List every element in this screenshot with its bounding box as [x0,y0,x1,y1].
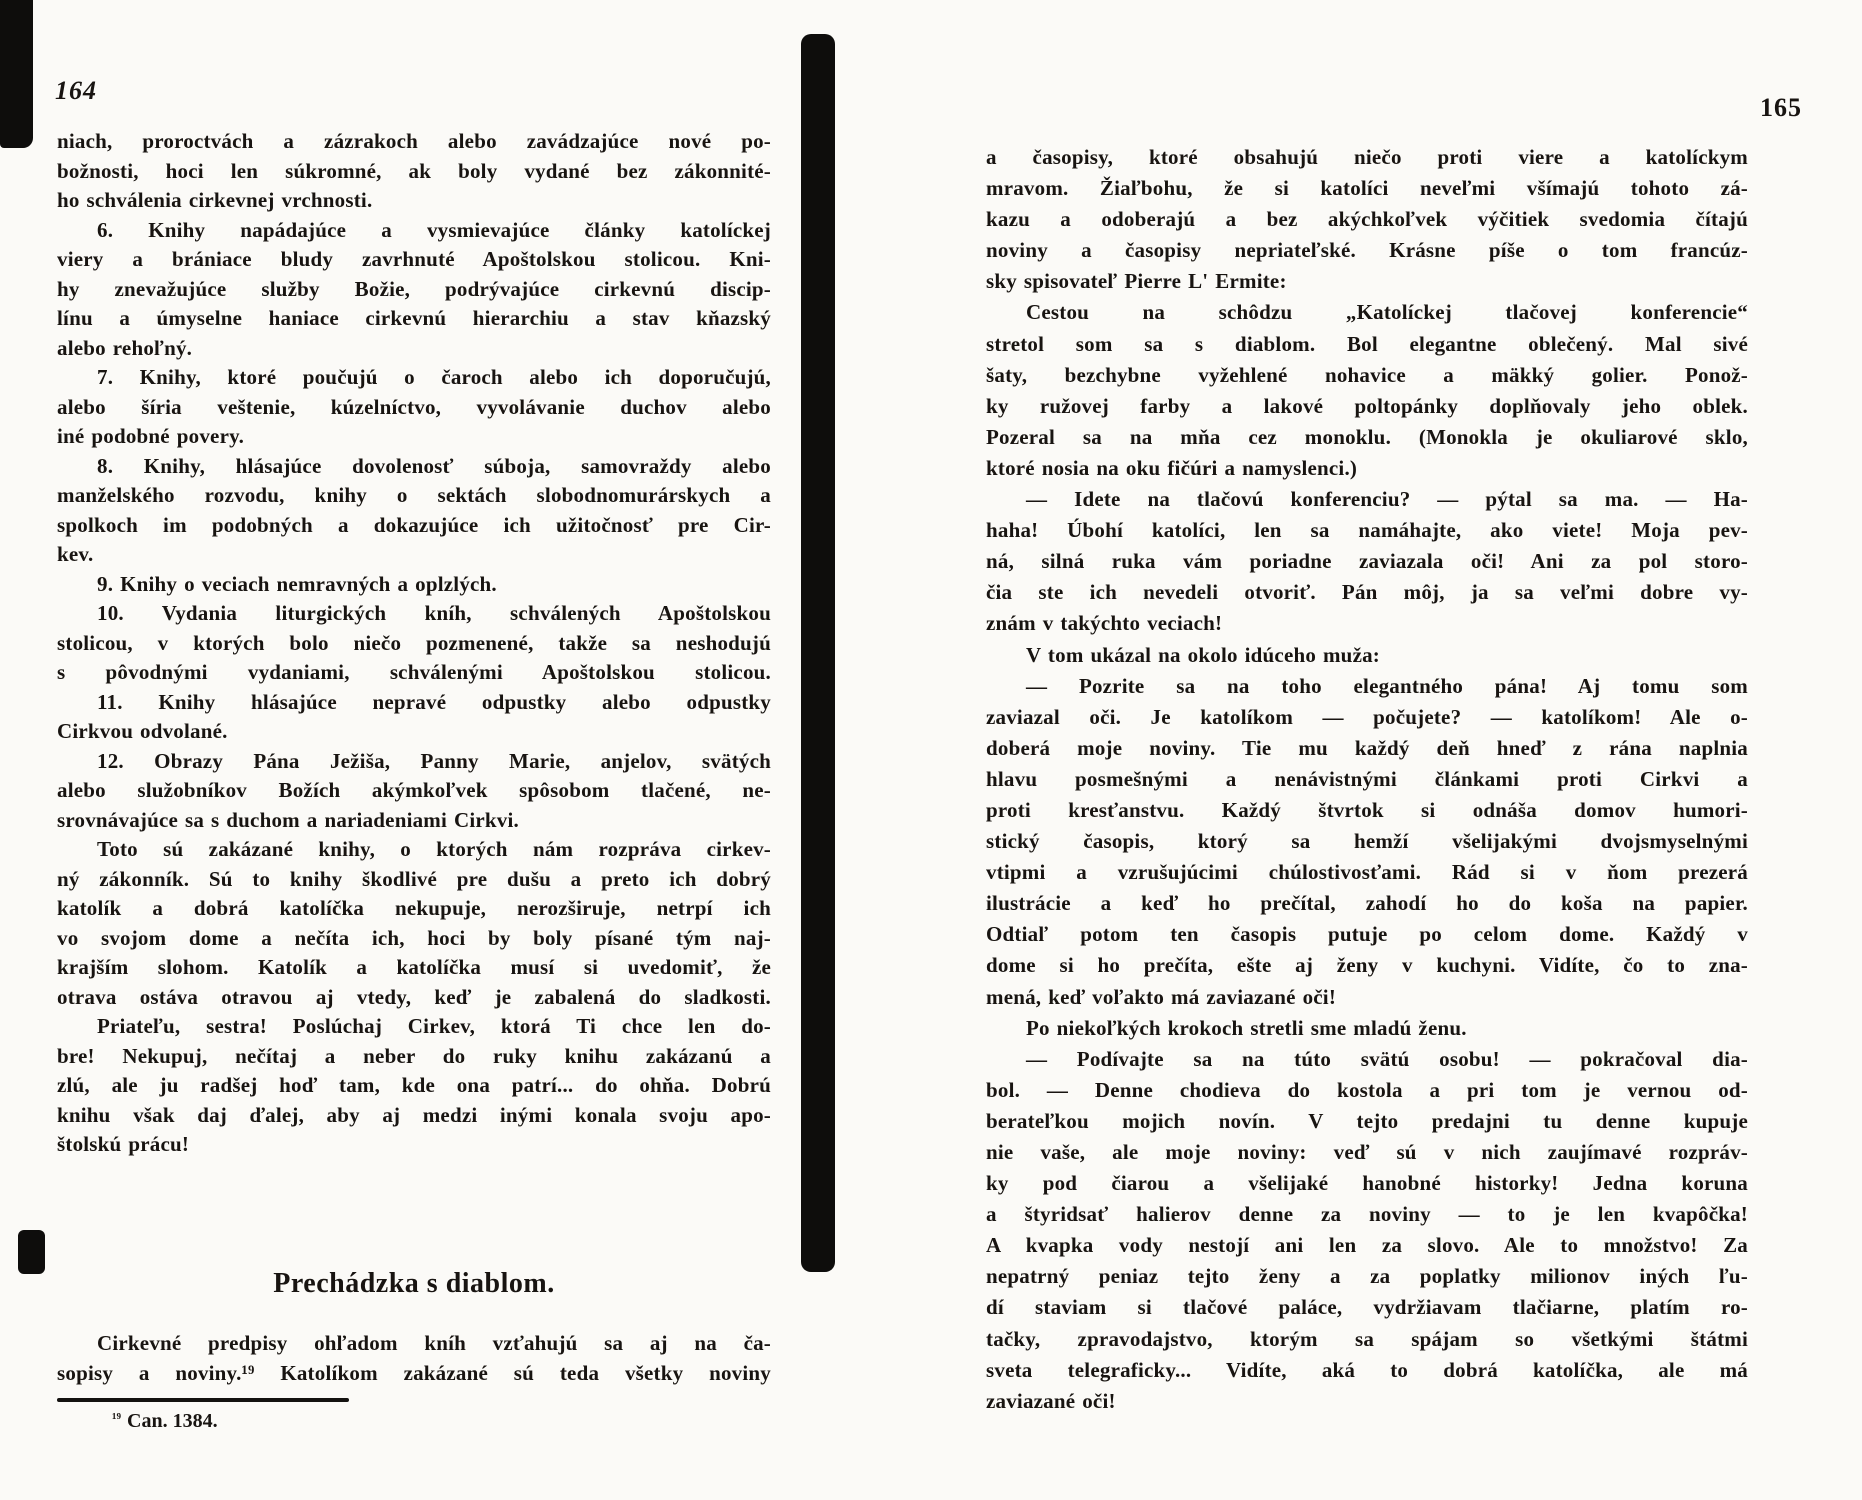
text-line: ky pod čiarou a všelijaké hanobné historky! Jedna koruna [986,1171,1748,1196]
text-line: Pozeral sa na mňa cez monoklu. (Monokla je okuliarové sklo, [986,424,1748,449]
text-line: — Pozrite sa na toho elegantného pána! Aj tomu som [1026,673,1748,698]
text-line: a časopisy, ktoré obsahujú niečo proti viere a katolíckym [986,145,1748,169]
text-line: Po niekoľkých krokoch stretli sme mladú ženu. [1026,1015,1467,1040]
text-line: kazu a odoberajú a bez akýchkoľvek výčitiek svedomia čítajú [986,207,1748,232]
text-line: ná, silná ruka vám poriadne zaviazala oči! Ani za pol storo- [986,549,1748,574]
text-line: 11. Knihy hlásajúce nepravé odpustky alebo odpustky [97,689,771,714]
text-line: 10. Vydania liturgických kníh, schválených Apoštolskou [97,601,771,625]
text-line: niach, proroctvách a zázrakoch alebo zavádzajúce nové po- [57,129,771,153]
left-page-text-after-heading [57,1328,771,1388]
text-line: A kvapka vody nestojí ani len za slovo. Ale to množstvo! Za [986,1233,1748,1258]
text-line: spolkoch im podobných a dokazujúce ich užitočnosť pre Cir- [57,512,771,537]
text-line: 7. Knihy, ktoré poučujú o čaroch alebo ich doporučujú, [97,365,771,389]
text-line: knihu však daj ďalej, aby aj medzi inými konala svoju apo- [57,1102,771,1127]
text-line: dome si ho prečíta, ešte aj ženy v kuchyni. Vidíte, čo to zna- [986,953,1748,978]
right-page-body-text [986,142,1748,1417]
text-line: tačky, zpravodajstvo, ktorým sa spájam so všetkými štátmi [986,1326,1748,1351]
text-line: znám v takýchto veciach! [986,611,1223,636]
text-line: otrava ostáva otravou aj vtedy, keď je zabalená do sladkosti. [57,984,771,1009]
footnote-marker: ¹⁹ [112,1411,121,1427]
text-line: bre! Nekupuj, nečítaj a neber do ruky knihu zakázanú a [57,1043,771,1068]
footnote-text: Can. 1384. [127,1410,218,1432]
left-page-body-text [57,127,771,1160]
text-line: ilustrácie a keď ho prečítal, zahodí ho do koša na papier. [986,891,1748,916]
text-line: zaviazal oči. Je katolíkom — počujete? — katolíkom! Ale o- [986,704,1748,729]
text-line: manželského rozvodu, knihy o sektách slobodnomurárskych a [57,483,771,507]
text-line: šaty, bezchybne vyžehlené nohavice a mäkký golier. Ponož- [986,362,1748,387]
text-line: nie vaše, ale moje noviny: veď sú v nich zaujímavé rozpráv- [986,1140,1748,1164]
text-line: — Podívajte sa na túto svätú osobu! — pokračoval dia- [1026,1046,1748,1071]
text-line: katolík a dobrá katolíčka nekupuje, nerozširuje, netrpí ich [57,896,771,920]
text-line: stretol som sa s diablom. Bol elegantne oblečený. Mal sivé [986,331,1748,356]
text-line: doberá moje noviny. Tie mu každý deň hneď z rána naplnia [986,735,1748,760]
text-line: ho schválenia cirkevnej vrchnosti. [57,188,373,212]
text-line: srovnávajúce sa s duchom a nariadeniami Cirkvi. [57,807,519,832]
text-line: hlavu posmešnými a nenávistnými článkami proti Cirkvi a [986,766,1748,791]
text-line: Cirkevné predpisy ohľadom kníh vzťahujú sa aj na ča- [97,1331,771,1355]
text-line: krajším slohom. Katolík a katolíčka musí si uvedomiť, že [57,955,771,979]
text-line: nepatrný peniaz tejto ženy a za poplatky milionov iných ľu- [986,1264,1748,1289]
text-line: haha! Úbohí katolíci, len sa namáhajte, ako viete! Moja pev- [986,518,1748,543]
page-number-left: 164 [55,76,97,105]
text-line: V tom ukázal na okolo idúceho muža: [1026,642,1380,667]
text-line: noviny a časopisy nepriateľské. Krásne píše o tom francúz- [986,238,1748,263]
footnote [112,1410,218,1433]
text-line: iné podobné povery. [57,424,245,448]
text-line: mravom. Žiaľbohu, že si katolíci neveľmi všímajú tohoto zá- [986,176,1748,201]
text-line: viery a brániace bludy zavrhnuté Apoštolskou stolicou. Kni- [57,247,771,271]
text-line: čia ste ich nevedeli otvoriť. Pán môj, ja sa veľmi dobre vy- [986,580,1748,605]
text-line: vo svojom dome a nečíta ich, hoci by boly písané tým naj- [57,925,771,950]
text-line: alebo služobníkov Božích akýmkoľvek spôsobom tlačené, ne- [57,778,771,802]
text-line: bol. — Denne chodieva do kostola a pri tom je vernou od- [986,1077,1748,1102]
page-number-right: 165 [1760,93,1802,122]
text-line: hy znevažujúce služby Božie, podrývajúce cirkevnú discip- [57,276,771,301]
text-line: štolskú prácu! [57,1132,190,1156]
text-line: sopisy a noviny.¹⁹ Katolíkom zakázané sú teda všetky noviny [57,1361,771,1385]
text-line: ky ružovej farby a lakové poltopánky doplňovaly jeho oblek. [986,393,1748,418]
text-line: s pôvodnými vydaniami, schválenými Apoštolskou stolicou. [57,660,771,684]
footnote-rule [57,1398,349,1402]
scan-artifact-bottom-left [18,1230,45,1274]
text-line: Priateľu, sestra! Poslúchaj Cirkev, ktorá Ti chce len do- [97,1014,771,1038]
text-line: Cestou na schôdzu „Katolíckej tlačovej konferencie“ [1026,300,1748,325]
text-line: alebo rehoľný. [57,335,193,360]
text-line: vtipmi a vzrušujúcimi chúlostivosťami. Rád si v ňom prezerá [986,860,1748,885]
text-line: alebo šíria veštenie, kúzelníctvo, vyvolávanie duchov alebo [57,394,771,419]
scan-artifact-gutter [801,34,835,1272]
text-line: 9. Knihy o veciach nemravných a oplzlých. [97,571,497,596]
text-line: línu a úmyselne haniace cirkevnú hierarchiu a stav kňazský [57,306,771,330]
text-line: — Idete na tlačovú konferenciu? — pýtal sa ma. — Ha- [1026,487,1748,512]
text-line: 12. Obrazy Pána Ježiša, Panny Marie, anjelov, svätých [97,748,771,773]
text-line: sky spisovateľ Pierre L' Ermite: [986,269,1287,294]
section-heading: Prechádzka s diablom. [273,1268,555,1299]
text-line: a štyridsať halierov denne za noviny — to je len kvapôčka! [986,1202,1748,1227]
text-line: 6. Knihy napádajúce a vysmievajúce články katolíckej [97,217,771,242]
text-line: ktoré nosia na oku fičúri a namyslenci.) [986,455,1358,480]
text-line: Odtiaľ potom ten časopis putuje po celom dome. Každý v [986,922,1748,947]
text-line: proti kresťanstvu. Každý štvrtok si odnáša domov humori- [986,797,1748,822]
text-line: 8. Knihy, hlásajúce dovolenosť súboja, samovraždy alebo [97,453,771,478]
text-line: zaviazané oči! [986,1388,1116,1413]
text-line: ný zákonník. Sú to knihy škodlivé pre dušu a preto ich dobrý [57,866,771,891]
text-line: dí staviam si tlačové paláce, vydržiavam tlačiarne, platím ro- [986,1295,1748,1320]
text-line: Cirkvou odvolané. [57,719,228,743]
text-line: zlú, ale ju radšej hoď tam, kde ona patrí... do ohňa. Dobrú [57,1073,771,1097]
text-line: stolicou, v ktorých bolo niečo pozmenené, takže sa neshodujú [57,630,771,655]
text-line: stický časopis, ktorý sa hemží všelijakými dvojsmyselnými [986,829,1748,854]
text-line: mená, keď voľakto má zaviazané oči! [986,984,1337,1009]
text-line: božnosti, hoci len súkromné, ak boly vydané bez zákonnité- [57,158,771,183]
text-line: Toto sú zakázané knihy, o ktorých nám rozpráva cirkev- [97,837,771,861]
text-line: kev. [57,542,94,566]
scan-artifact-left-edge [0,0,33,148]
text-line: berateľkou mojich novín. V tejto predajni tu denne kupuje [986,1108,1748,1133]
text-line: sveta telegraficky... Vidíte, aká to dobrá katolíčka, ale má [986,1357,1748,1382]
